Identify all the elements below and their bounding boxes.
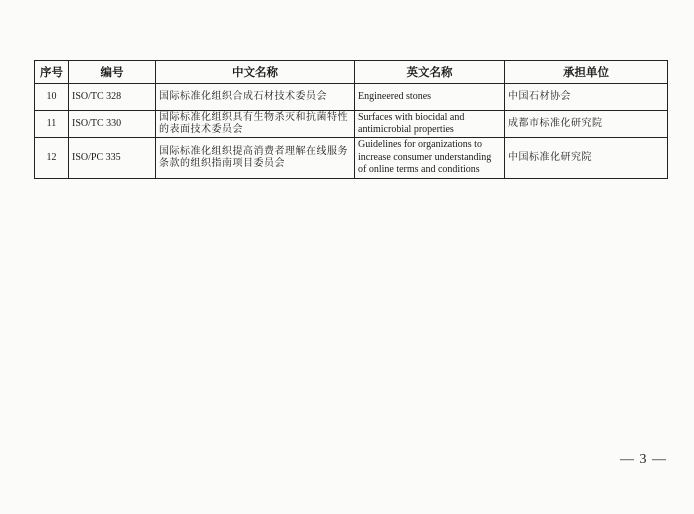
- table-header-row: [35, 61, 668, 84]
- row-organization: 成都市标准化研究院: [505, 111, 668, 138]
- row-english-name: Guidelines for organizations to increase consumer understanding of online terms and conditions: [355, 138, 505, 179]
- row-organization: 中国石材协会: [505, 84, 668, 111]
- page-number: — 3 —: [620, 452, 667, 467]
- table-row: [35, 84, 668, 111]
- header-serial: 序号: [35, 61, 69, 84]
- row-code: ISO/TC 330: [69, 111, 156, 138]
- row-serial: 10: [35, 84, 69, 111]
- header-code: 编号: [69, 61, 156, 84]
- table-row: [35, 138, 668, 179]
- row-chinese-name: 国际标准化组织具有生物杀灭和抗菌特性的表面技术委员会: [156, 111, 355, 138]
- row-english-name: Surfaces with biocidal and antimicrobial properties: [355, 111, 505, 138]
- row-code: ISO/TC 328: [69, 84, 156, 111]
- row-serial: 12: [35, 138, 69, 179]
- row-code: ISO/PC 335: [69, 138, 156, 179]
- row-serial: 11: [35, 111, 69, 138]
- row-english-name: Engineered stones: [355, 84, 505, 111]
- table-row: [35, 111, 668, 138]
- committee-table: [34, 60, 668, 179]
- row-organization: 中国标准化研究院: [505, 138, 668, 179]
- row-chinese-name: 国际标准化组织合成石材技术委员会: [156, 84, 355, 111]
- row-chinese-name: 国际标准化组织提高消费者理解在线服务条款的组织指南项目委员会: [156, 138, 355, 179]
- header-organization: 承担单位: [505, 61, 668, 84]
- header-english-name: 英文名称: [355, 61, 505, 84]
- header-chinese-name: 中文名称: [156, 61, 355, 84]
